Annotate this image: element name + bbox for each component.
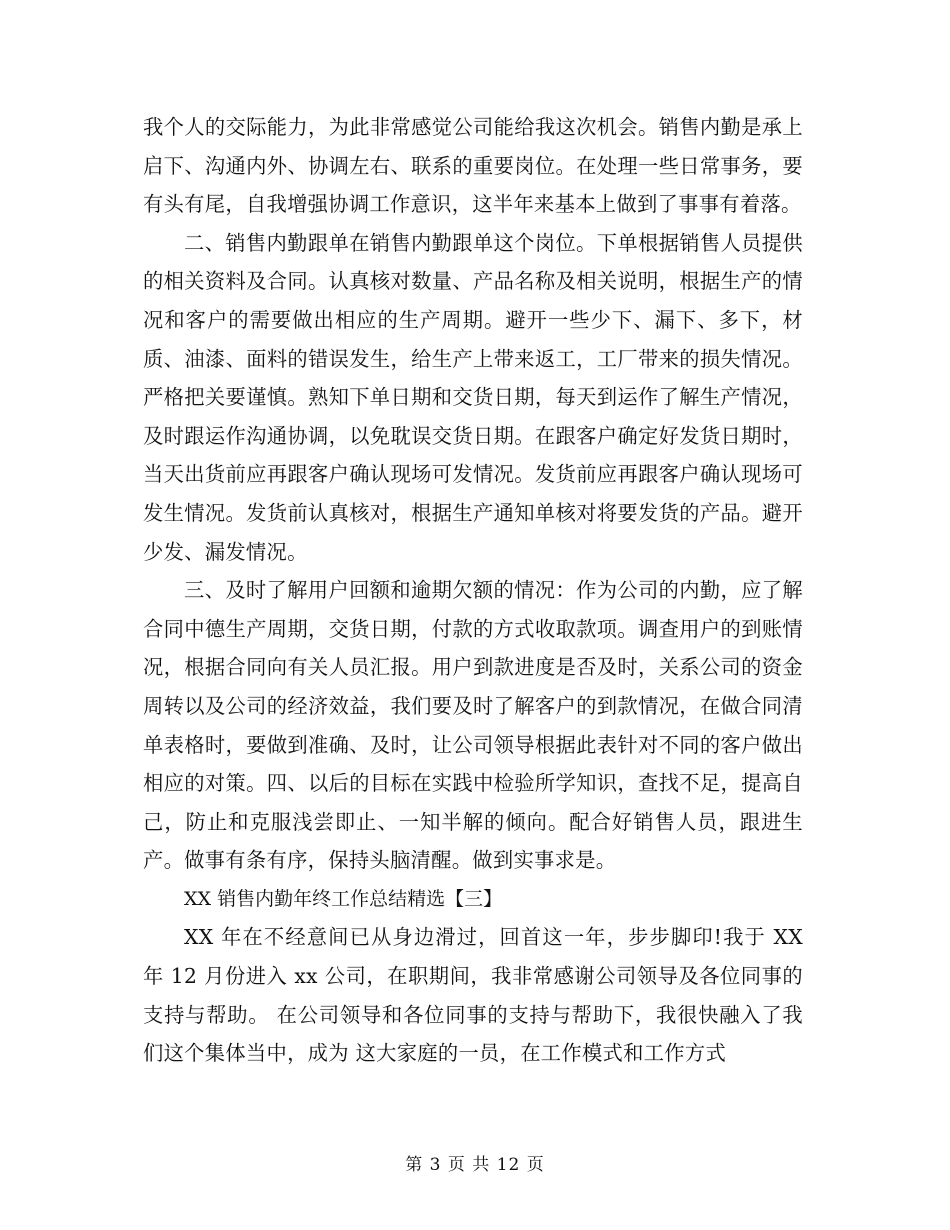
document-body — [143, 108, 803, 1073]
paragraph-1: 我个人的交际能力，为此非常感觉公司能给我这次机会。销售内勤是承上启下、沟通内外、协调左右、联系的重要岗位。在处理一些日常事务，要有头有尾，自我增强协调工作意识，这半年来基本上做到了事事有着落。 — [143, 115, 803, 217]
page-footer: 第 3 页 共 12 页 — [405, 1155, 545, 1175]
paragraph-2: 二、销售内勤跟单在销售内勤跟单这个岗位。下单根据销售人员提供的相关资料及合同。认真核对数量、产品名称及相关说明，根据生产的情况和客户的需要做出相应的生产周期。避开一些少下、漏下、多下，材质、油漆、面料的错误发生，给生产上带来返工，工厂带来的损失情况。严格把关要谨慎。熟知下单日期和交货日期，每天到运作了解生产情况，及时跟运作沟通协调，以免耽误交货日期。在跟客户确定好发货日期时，当天出货前应再跟客户确认现场可发情况。发货前应再跟客户确认现场可发生情况。发货前认真核对，根据生产通知单核对将要发货的产品。避开少发、漏发情况。 — [143, 230, 803, 564]
section-heading: XX 销售内勤年终工作总结精选【三】 — [184, 887, 503, 910]
paragraph-4: XX 年在不经意间已从身边滑过，回首这一年，步步脚印!我于 XX 年 12 月份进入 xx 公司，在职期间，我非常感谢公司领导及各位同事的支持与帮助。 在公司领导和各位同事的支持与帮助下，我很快融入了我们这个集体当中，成为 这大家庭的一员，在工作模式和工作方式 — [143, 925, 803, 1066]
paragraph-3: 三、及时了解用户回额和逾期欠额的情况：作为公司的内勤，应了解合同中德生产周期，交货日期，付款的方式收取款项。调查用户的到账情况，根据合同向有关人员汇报。用户到款进度是否及时，关系公司的资金周转以及公司的经济效益，我们要及时了解客户的到款情况，在做合同清单表格时，要做到准确、及时，让公司领导根据此表针对不同的客户做出相应的对策。四、以后的目标在实践中检验所学知识，查找不足，提高自己，防止和克服浅尝即止、一知半解的倾向。配合好销售人员，跟进生产。做事有条有序，保持头脑清醒。做到实事求是。 — [143, 578, 803, 873]
